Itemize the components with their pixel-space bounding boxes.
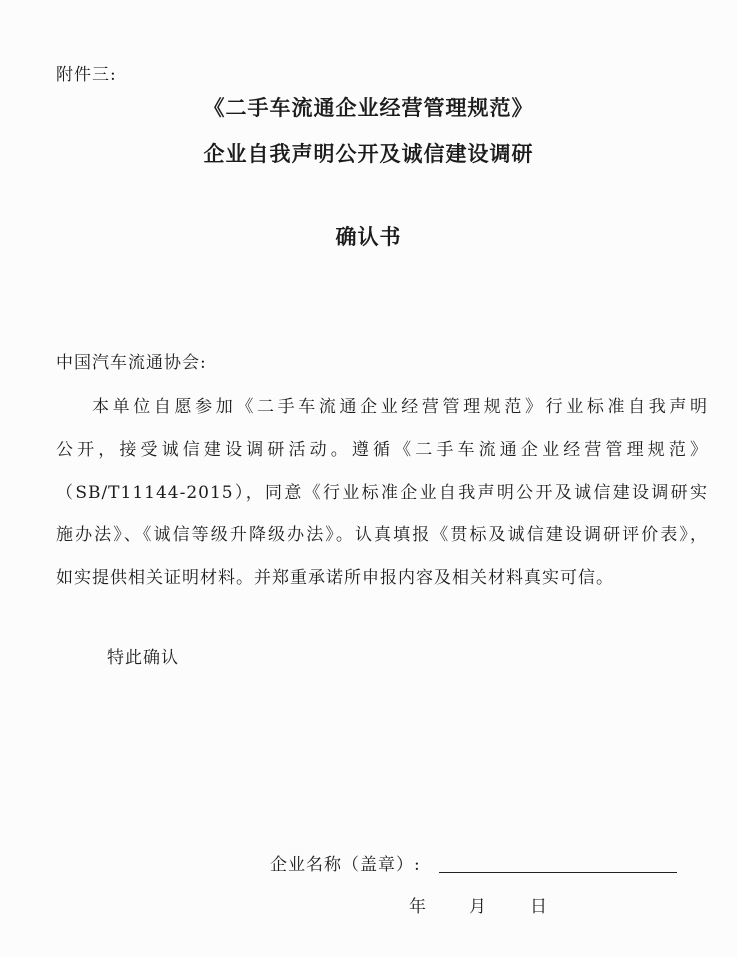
body-paragraph-line: 公开，接受诚信建设调研活动。遵循《二手车流通企业经营管理规范》 bbox=[56, 440, 708, 460]
body-paragraph-line: 施办法》、《诚信等级升降级办法》。认真填报《贯标及诚信建设调研评价表》， bbox=[56, 525, 708, 545]
salutation: 中国汽车流通协会: bbox=[56, 353, 207, 373]
body-paragraph-line: 本单位自愿参加《二手车流通企业经营管理规范》行业标准自我声明 bbox=[92, 397, 708, 417]
date-year-label: 年 bbox=[409, 897, 426, 917]
body-paragraph-line: （SB/T11144-2015），同意《行业标准企业自我声明公开及诚信建设调研实 bbox=[56, 483, 708, 503]
date-day-label: 日 bbox=[530, 897, 547, 917]
company-name-signature-line bbox=[439, 872, 677, 873]
date-month-label: 月 bbox=[469, 897, 486, 917]
attachment-label: 附件三: bbox=[56, 65, 117, 85]
body-paragraph-line: 如实提供相关证明材料。并郑重承诺所申报内容及相关材料真实可信。 bbox=[56, 568, 614, 588]
confirmation-text: 特此确认 bbox=[107, 648, 179, 668]
company-name-label: 企业名称（盖章）: bbox=[270, 855, 421, 875]
document-title-line-2: 企业自我声明公开及诚信建设调研 bbox=[203, 141, 534, 166]
document-title-line-1: 《二手车流通企业经营管理规范》 bbox=[203, 95, 534, 120]
document-title-confirmation: 确认书 bbox=[335, 224, 402, 249]
